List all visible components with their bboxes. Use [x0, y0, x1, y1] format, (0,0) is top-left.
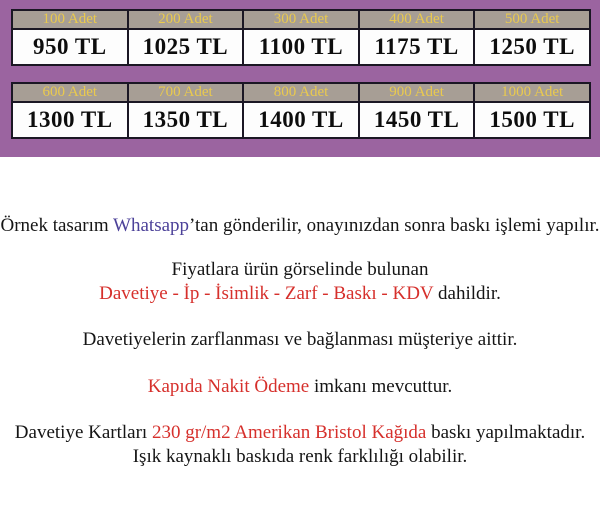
price-cell-500: 1250 TL [474, 29, 590, 65]
qty-cell-100: 100 Adet [12, 10, 128, 29]
paper-spec-highlight: 230 gr/m2 Amerikan Bristol Kağıda [151, 422, 427, 443]
note-paper-quality [0, 421, 600, 469]
price-banner [0, 0, 600, 157]
note-text: Davetiyelerin zarflanması ve bağlanması müşteriye aittir. [82, 329, 518, 350]
price-cell-700: 1350 TL [128, 102, 244, 138]
note-enveloping [0, 328, 600, 352]
note-text: Örnek tasarım [0, 215, 114, 236]
qty-cell-600: 600 Adet [12, 83, 128, 102]
note-text: imkanı mevcuttur. [309, 376, 453, 397]
price-row [12, 29, 590, 65]
price-table-1 [11, 9, 591, 66]
qty-cell-200: 200 Adet [128, 10, 244, 29]
qty-cell-800: 800 Adet [243, 83, 359, 102]
qty-cell-1000: 1000 Adet [474, 83, 590, 102]
qty-header-row [12, 10, 590, 29]
price-cell-800: 1400 TL [243, 102, 359, 138]
price-cell-1000: 1500 TL [474, 102, 590, 138]
qty-cell-300: 300 Adet [243, 10, 359, 29]
cash-payment-highlight: Kapıda Nakit Ödeme [147, 376, 310, 397]
price-cell-400: 1175 TL [359, 29, 475, 65]
included-items-highlight: Davetiye - İp - İsimlik - Zarf - Baskı - KDV [99, 283, 434, 304]
price-cell-300: 1100 TL [243, 29, 359, 65]
qty-cell-500: 500 Adet [474, 10, 590, 29]
note-text: Davetiye Kartları [14, 422, 152, 443]
note-text: dahildir. [433, 283, 501, 304]
whatsapp-highlight: Whatsapp [113, 215, 190, 236]
qty-cell-700: 700 Adet [128, 83, 244, 102]
note-text: Işık kaynaklı baskıda renk farklılığı olabilir. [132, 446, 468, 467]
note-text: baskı yapılmaktadır. [426, 422, 586, 443]
price-cell-200: 1025 TL [128, 29, 244, 65]
price-cell-900: 1450 TL [359, 102, 475, 138]
note-price-includes [0, 258, 600, 306]
qty-header-row [12, 83, 590, 102]
price-cell-100: 950 TL [12, 29, 128, 65]
price-cell-600: 1300 TL [12, 102, 128, 138]
note-cash-on-delivery [0, 375, 600, 399]
note-text: Fiyatlara ürün görselinde bulunan [171, 259, 429, 280]
qty-cell-400: 400 Adet [359, 10, 475, 29]
price-row [12, 102, 590, 138]
note-sample-design [0, 214, 600, 238]
note-text: ’tan gönderilir, onayınızdan sonra baskı işlemi yapılır. [189, 215, 600, 236]
qty-cell-900: 900 Adet [359, 83, 475, 102]
price-table-2 [11, 82, 591, 139]
